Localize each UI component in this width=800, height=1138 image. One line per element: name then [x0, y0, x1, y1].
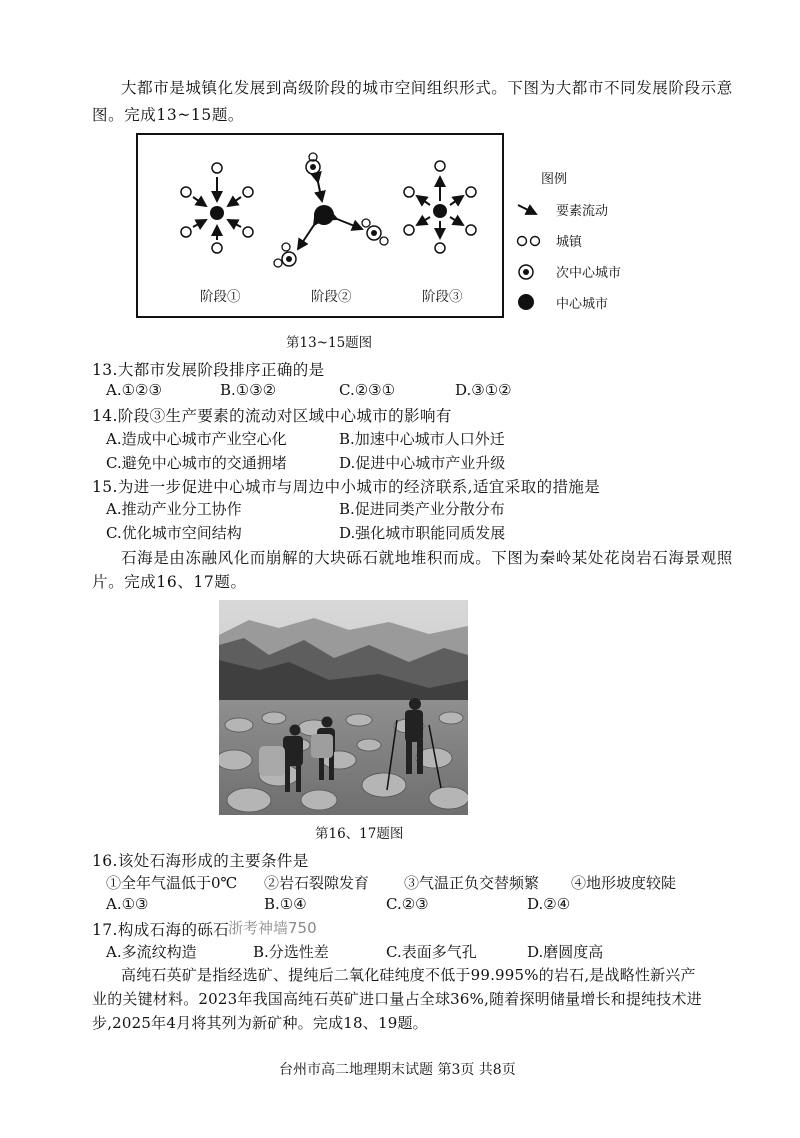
legend-label: 次中心城市 [556, 266, 622, 281]
intro-paragraph-line: 大都市是城镇化发展到高级阶段的城市空间组织形式。下图为大都市不同发展阶段示意 [121, 79, 733, 97]
figure-caption: 第16、17题图 [315, 826, 404, 842]
stage-diagram [136, 133, 504, 318]
condition-item: ②岩石裂隙发育 [264, 874, 370, 892]
arrow-icon [298, 225, 314, 249]
town-circle-icon [435, 161, 445, 171]
option-a[interactable]: A.①②③ [106, 381, 162, 399]
town-circle-icon [362, 219, 370, 227]
arrow-icon [318, 182, 322, 201]
arrow-icon [337, 219, 362, 229]
intro-paragraph-line: 步,2025年4月将其列为新矿种。完成18、19题。 [92, 1014, 428, 1032]
arrow-icon [450, 217, 463, 225]
town-circle-icon [516, 233, 542, 249]
town-circle-icon [243, 227, 253, 237]
intro-paragraph-line: 片。完成16、17题。 [92, 573, 247, 591]
option-c[interactable]: C.优化城市空间结构 [106, 524, 242, 542]
center-city-icon [433, 204, 447, 218]
town-circle-icon [380, 237, 388, 245]
condition-item: ①全年气温低于0℃ [106, 874, 238, 892]
option-a[interactable]: A.多流纹构造 [106, 943, 197, 961]
town-circle-icon [466, 225, 476, 235]
town-circle-icon [274, 259, 282, 267]
legend-item [516, 200, 608, 219]
option-b[interactable]: B.①④ [264, 895, 307, 913]
option-b[interactable]: B.加速中心城市人口外迁 [339, 430, 505, 448]
option-d[interactable]: D.强化城市职能同质发展 [339, 524, 506, 542]
option-b[interactable]: B.促进同类产业分散分布 [339, 500, 505, 518]
legend-title: 图例 [541, 172, 568, 187]
legend-label: 城镇 [556, 235, 583, 250]
sub-center-city-icon [516, 263, 542, 281]
intro-paragraph-line: 高纯石英矿是指经选矿、提纯后二氧化硅纯度不低于99.995%的岩石,是战略性新兴产 [121, 966, 696, 984]
town-circle-icon [243, 187, 253, 197]
arrow-icon [228, 197, 241, 206]
stone-sea-photo [219, 600, 468, 815]
arrow-icon [417, 196, 430, 205]
figure-caption: 第13~15题图 [286, 335, 373, 351]
option-d[interactable]: D.③①② [455, 381, 512, 399]
question-stem: 16.该处石海形成的主要条件是 [92, 852, 309, 870]
intro-paragraph-line: 石海是由冻融风化而崩解的大块砾石就地堆积而成。下图为秦岭某处花岗岩石海景观照 [121, 549, 733, 567]
town-circle-icon [181, 227, 191, 237]
question-stem: 17.构成石海的砾石 [92, 921, 230, 939]
condition-item: ③气温正负交替频繁 [404, 874, 540, 892]
town-circle-icon [282, 243, 290, 251]
option-c[interactable]: C.避免中心城市的交通拥堵 [106, 454, 287, 472]
legend-label: 要素流动 [556, 204, 609, 219]
center-city-icon [210, 206, 224, 220]
town-circle-icon [212, 163, 222, 173]
question-stem: 14.阶段③生产要素的流动对区域中心城市的影响有 [92, 407, 452, 425]
center-city-icon [516, 292, 542, 312]
option-a[interactable]: A.推动产业分工协作 [106, 500, 242, 518]
option-b[interactable]: B.①③② [220, 381, 277, 399]
town-circle-icon [404, 187, 414, 197]
option-d[interactable]: D.磨圆度高 [527, 943, 604, 961]
intro-paragraph-line: 业的关键材料。2023年我国高纯石英矿进口量占全球36%,随着探明储量增长和提纯技术进 [92, 990, 702, 1008]
stage-1-graphic [181, 163, 253, 253]
stage-label: 阶段③ [422, 289, 463, 305]
stage-label: 阶段② [311, 289, 352, 305]
option-a[interactable]: A.造成中心城市产业空心化 [106, 430, 287, 448]
arrow-icon [193, 197, 206, 206]
option-c[interactable]: C.表面多气孔 [386, 943, 477, 961]
stone-sea-photo-svg [219, 600, 468, 815]
intro-paragraph-line: 图。完成13~15题。 [92, 106, 245, 124]
town-circle-icon [435, 243, 445, 253]
watermark: 浙考神墙750 [228, 919, 317, 937]
legend-item [516, 292, 608, 312]
arrow-icon [417, 217, 430, 225]
option-d[interactable]: D.②④ [527, 895, 571, 913]
center-city-icon [314, 205, 334, 225]
legend-item [516, 231, 582, 250]
town-circle-icon [181, 187, 191, 197]
legend-label: 中心城市 [556, 296, 609, 312]
legend-item [516, 262, 621, 281]
question-stem: 13.大都市发展阶段排序正确的是 [92, 361, 325, 379]
arrow-icon [516, 202, 542, 218]
arrow-icon [228, 220, 241, 227]
question-stem: 15.为进一步促进中心城市与周边中小城市的经济联系,适宜采取的措施是 [92, 478, 601, 496]
town-circle-icon [404, 225, 414, 235]
page-footer: 台州市高二地理期末试题 第3页 共8页 [279, 1062, 516, 1078]
stage-2-graphic [274, 153, 388, 267]
arrow-icon [450, 196, 463, 205]
town-circle-icon [466, 187, 476, 197]
condition-item: ④地形坡度较陡 [571, 874, 677, 892]
option-d[interactable]: D.促进中心城市产业升级 [339, 454, 506, 472]
option-c[interactable]: C.②③① [339, 381, 396, 399]
option-b[interactable]: B.分选性差 [253, 943, 329, 961]
town-circle-icon [212, 243, 222, 253]
option-c[interactable]: C.②③ [386, 895, 429, 913]
stage-label: 阶段① [200, 289, 241, 305]
option-a[interactable]: A.①③ [106, 895, 149, 913]
stage-3-graphic [404, 161, 476, 253]
arrow-icon [193, 220, 206, 227]
